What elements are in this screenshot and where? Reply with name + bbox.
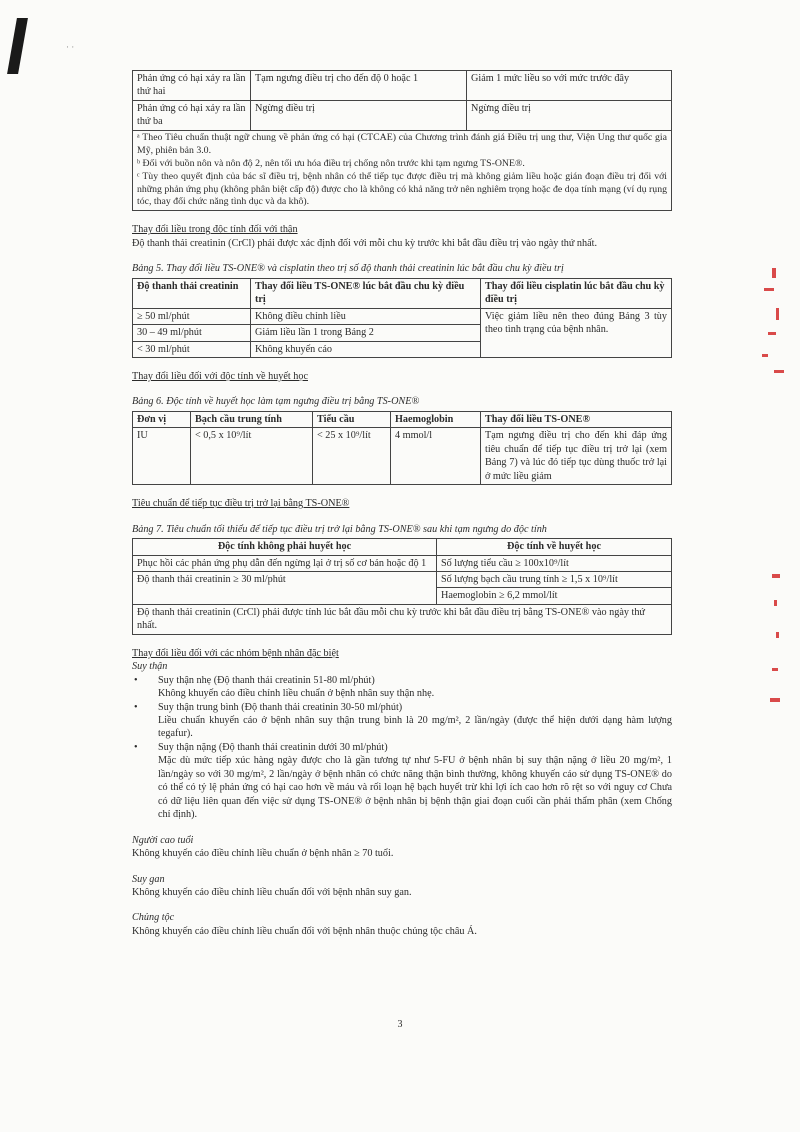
- table-header: Thay đổi liều cisplatin lúc bắt đầu chu kỳ điều trị: [481, 278, 672, 308]
- table-header: Đơn vị: [133, 411, 191, 427]
- table-header-row: [133, 411, 672, 427]
- adverse-reaction-table: [132, 70, 672, 131]
- table-row: [133, 308, 672, 324]
- table-cell: Giảm 1 mức liều so với mức trước đây: [467, 71, 672, 101]
- scan-dots: · ·: [66, 42, 75, 52]
- table-header-row: [133, 539, 672, 555]
- liver-text: Không khuyến cáo điều chỉnh liều chuẩn đối với bệnh nhân suy gan.: [132, 887, 412, 899]
- table-cell: < 0,5 x 10⁹/lít: [191, 428, 313, 485]
- table-header: Haemoglobin: [391, 411, 481, 427]
- table-cell: Số lượng tiểu cầu ≥ 100x10⁹/lít: [437, 555, 672, 571]
- footnote-c: ᶜ Tùy theo quyết định của bác sĩ điều trị, bệnh nhân có thể tiếp tục được điều trị mà không giảm liều hoặc gián đoạn điều trị đối với những phản ứng phụ (không phân biệt cấp độ) được cho là không có khả năng trở nên nghiêm trọng hoặc đe dọa tính mạng (ví dụ rụng tóc, thay đổi chức năng tình dục và da khô).: [137, 170, 667, 208]
- table-cell: Giảm liều lần 1 trong Bảng 2: [251, 325, 481, 341]
- elderly-subheading: Người cao tuổi: [132, 834, 194, 846]
- race-text: Không khuyến cáo điều chỉnh liều chuẩn đối với bệnh nhân thuộc chủng tộc châu Á.: [132, 925, 477, 937]
- resume-heading: Tiêu chuẩn để tiếp tục điều trị trở lại bằng TS-ONE®: [132, 498, 350, 510]
- table-cell: Tạm ngưng điều trị cho đến độ 0 hoặc 1: [251, 71, 467, 101]
- side-stamp: [758, 262, 788, 392]
- table-header: Độc tính về huyết học: [437, 539, 672, 555]
- renal-text: Độ thanh thải creatinin (CrCl) phải được xác định đối với mỗi chu kỳ trước khi bắt đầu điều trị vào ngày thứ nhất.: [132, 237, 598, 249]
- table6: [132, 411, 672, 485]
- list-item: [132, 701, 672, 741]
- table-cell: Việc giảm liều nên theo đúng Bảng 3 tùy theo tình trạng của bệnh nhân.: [481, 308, 672, 357]
- side-marks-lower: [770, 570, 782, 710]
- table6-caption: Bảng 6. Độc tính về huyết học làm tạm ngưng điều trị bằng TS-ONE®: [132, 396, 420, 408]
- renal-subheading: Suy thận: [132, 661, 168, 673]
- table-cell: 30 – 49 ml/phút: [133, 325, 251, 341]
- table-cell: < 25 x 10⁹/lít: [313, 428, 391, 485]
- list-item-title: • Suy thận nặng (Độ thanh thải creatinin dưới 30 ml/phút): [158, 741, 388, 753]
- table-row: [133, 428, 672, 485]
- list-item-title: • Suy thận nhẹ (Độ thanh thải creatinin 51-80 ml/phút): [158, 674, 375, 686]
- table-row: [133, 71, 672, 101]
- table-cell: Không khuyến cáo: [251, 341, 481, 357]
- table-cell: < 30 ml/phút: [133, 341, 251, 357]
- table-cell: Phản ứng có hại xảy ra lần thứ hai: [133, 71, 251, 101]
- table-header: Độc tính không phải huyết học: [133, 539, 437, 555]
- list-item: [132, 741, 672, 822]
- special-heading: Thay đổi liều đối với các nhóm bệnh nhân đặc biệt: [132, 647, 339, 659]
- table5: [132, 278, 672, 358]
- table-row: [133, 555, 672, 571]
- table-cell: Độ thanh thải creatinin (CrCl) phải được tính lúc bắt đầu mỗi chu kỳ trước khi bắt đầu điều trị bằng TS-ONE® vào ngày thứ nhất.: [133, 604, 672, 634]
- table-cell: Độ thanh thải creatinin ≥ 30 ml/phút: [133, 571, 437, 604]
- table-cell: Tạm ngưng điều trị cho đến khi đáp ứng tiêu chuẩn để tiếp tục điều trị trở lại (xem Bảng 7) và lúc đó tiếp tục dùng thuốc trở lại ở mức liều giảm: [481, 428, 672, 485]
- footnote-b: ᵇ Đối với buồn nôn và nôn độ 2, nên tối ưu hóa điều trị chống nôn trước khi tạm ngưng TS-ONE®.: [137, 157, 525, 169]
- race-subheading: Chủng tộc: [132, 912, 175, 924]
- table-cell: Ngừng điều trị: [251, 100, 467, 130]
- footnote-a: ᵃ Theo Tiêu chuẩn thuật ngữ chung về phản ứng có hại (CTCAE) của Chương trình đánh giá Điều trị ung thư, Viện Ung thư quốc gia Mỹ, phiên bản 3.0.: [137, 131, 667, 156]
- table-header: Thay đổi liều TS-ONE®: [481, 411, 672, 427]
- document-page: [132, 70, 672, 938]
- elderly-text: Không khuyến cáo điều chỉnh liều chuẩn ở bệnh nhân ≥ 70 tuổi.: [132, 848, 394, 860]
- table7: [132, 538, 672, 635]
- table-row: [133, 100, 672, 130]
- table-header: Thay đổi liều TS-ONE® lúc bắt đầu chu kỳ điều trị: [251, 278, 481, 308]
- list-item-title: • Suy thận trung bình (Độ thanh thải creatinin 30-50 ml/phút): [158, 701, 403, 713]
- table-header: Độ thanh thải creatinin: [133, 278, 251, 308]
- liver-subheading: Suy gan: [132, 873, 165, 885]
- page-number: 3: [397, 1019, 403, 1030]
- list-item-body: Liều chuẩn khuyến cáo ở bệnh nhân suy thận trung bình là 20 mg/m², 2 lần/ngày (được thể hiện dưới dạng hàm lượng tegafur).: [158, 715, 672, 740]
- list-item: [132, 674, 672, 701]
- list-item-body: Không khuyến cáo điều chỉnh liều chuẩn ở bệnh nhân suy thận nhẹ.: [158, 688, 435, 700]
- renal-list: [132, 674, 672, 822]
- table-row: [133, 604, 672, 634]
- renal-heading: Thay đổi liều trong độc tính đối với thận: [132, 224, 298, 236]
- table-row: [133, 571, 672, 587]
- table-header: Tiểu cầu: [313, 411, 391, 427]
- table-footnotes: [132, 131, 672, 212]
- scan-mark: [7, 18, 28, 74]
- table-cell: ≥ 50 ml/phút: [133, 308, 251, 324]
- table-cell: Phục hồi các phản ứng phụ dẫn đến ngừng lại ở trị số cơ bản hoặc độ 1: [133, 555, 437, 571]
- table7-caption: Bảng 7. Tiêu chuẩn tối thiểu để tiếp tục điều trị trở lại bằng TS-ONE® sau khi tạm ngưng do độc tính: [132, 523, 547, 535]
- table-header: Bạch cầu trung tính: [191, 411, 313, 427]
- table-cell: Số lượng bạch cầu trung tính ≥ 1,5 x 10⁹/lít: [437, 571, 672, 587]
- table-cell: Không điều chỉnh liều: [251, 308, 481, 324]
- table-cell: 4 mmol/l: [391, 428, 481, 485]
- table-cell: Phản ứng có hại xảy ra lần thứ ba: [133, 100, 251, 130]
- table-cell: Ngừng điều trị: [467, 100, 672, 130]
- list-item-body: Mặc dù mức tiếp xúc hàng ngày được cho là gần tương tự như 5-FU ở bệnh nhân bị suy thận nặng ở liều 20 mg/m², 1 lần/ngày so với 30 mg/m², 2 lần/ngày ở bệnh nhân có chức năng thận bình thường, không khuyến cáo sử dụng TS-ONE® do có thể có tỷ lệ phản ứng có hại cao hơn về máu và rối loạn hệ bạch huyết trừ khi lợi ích cao hơn rõ rệt so với nguy cơ Chưa có dữ liệu liên quan đến việc sử dụng TS-ONE® ở bệnh nhân bị bệnh thận giai đoạn cuối cần phải thẩm phân (xem Chống chỉ định).: [158, 755, 672, 821]
- table5-caption: Bảng 5. Thay đổi liều TS-ONE® và cisplatin theo trị số độ thanh thải creatinin lúc bắt đầu chu kỳ điều trị: [132, 263, 564, 275]
- table-header-row: [133, 278, 672, 308]
- hema-heading: Thay đổi liều đối với độc tính về huyết học: [132, 370, 308, 382]
- table-cell: Haemoglobin ≥ 6,2 mmol/lít: [437, 588, 672, 604]
- table-cell: IU: [133, 428, 191, 485]
